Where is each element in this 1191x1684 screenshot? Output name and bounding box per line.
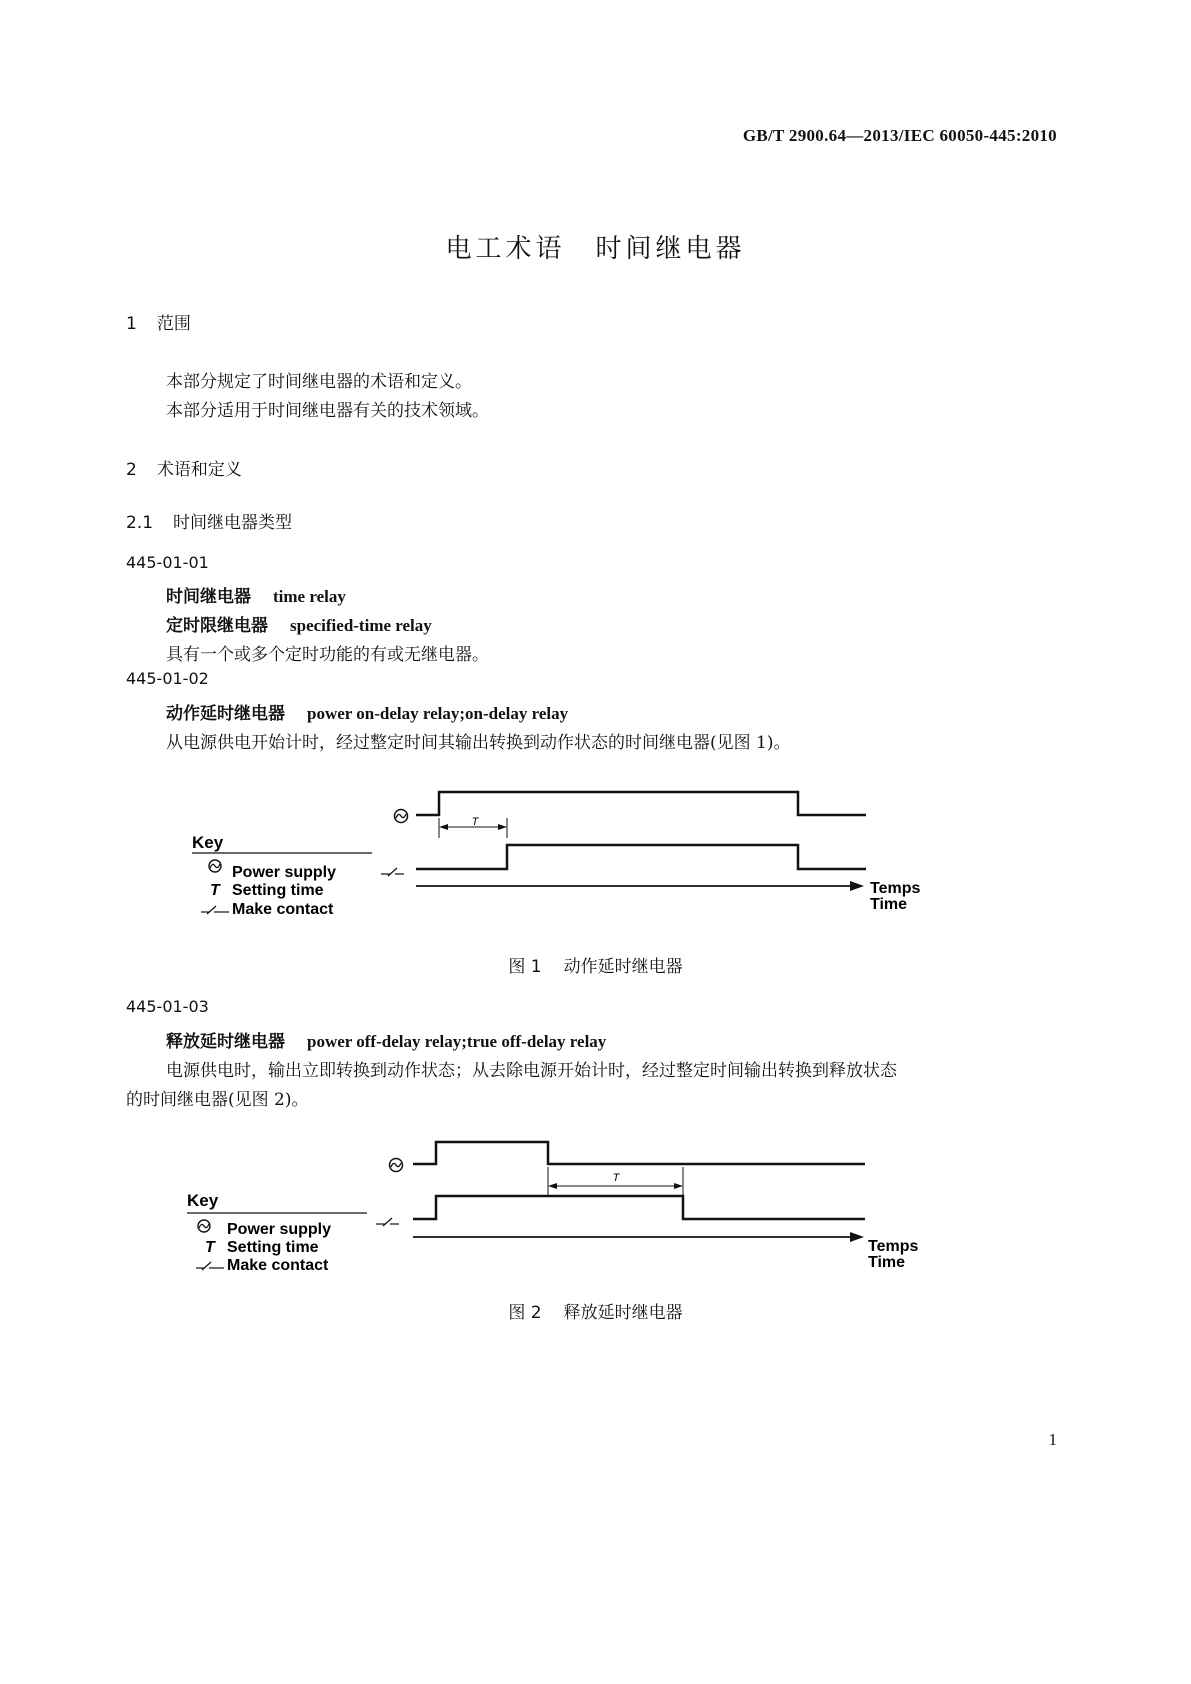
setting-time-label: T (471, 816, 479, 828)
key-setting-symbol: T (210, 882, 220, 899)
power-supply-icon (390, 1159, 403, 1172)
term-line (166, 1027, 606, 1052)
figure-2-timing-diagram (175, 1130, 919, 1280)
key-make-contact: Make contact (232, 901, 334, 918)
scope-paragraph: 本部分规定了时间继电器的术语和定义。 (166, 372, 472, 392)
key-title: Key (192, 833, 224, 852)
page-number: 1 (1048, 1430, 1057, 1449)
caption-text: 释放延时继电器 (563, 1303, 683, 1323)
scope-paragraph: 本部分适用于时间继电器有关的技术领域。 (166, 401, 489, 421)
term-cn: 释放延时继电器 (166, 1032, 285, 1052)
key-make-contact: Make contact (227, 1257, 329, 1274)
section-number: 2.1 (126, 513, 154, 533)
page-title: 电工术语 时间继电器 (445, 234, 746, 264)
figure-1-caption (0, 952, 1191, 977)
setting-time-label: T (612, 1172, 620, 1184)
axis-label-en: Time (870, 896, 908, 913)
definition: 从电源供电开始计时，经过整定时间其输出转换到动作状态的时间继电器(见图 1)。 (166, 733, 791, 753)
axis-label-fr: Temps (868, 1238, 919, 1255)
key-power-icon (198, 1220, 210, 1232)
definition: 的时间继电器(见图 2)。 (126, 1090, 309, 1110)
definition: 具有一个或多个定时功能的有或无继电器。 (166, 645, 489, 665)
figure-2-caption (0, 1298, 1191, 1323)
term-en: power off-delay relay;true off-delay relay (307, 1032, 607, 1051)
section-number: 2 (126, 460, 137, 480)
section-title: 术语和定义 (156, 460, 242, 480)
key-setting-time: Setting time (232, 882, 324, 899)
standard-code: GB/T 2900.64—2013/IEC 60050-445:2010 (742, 126, 1057, 145)
caption-text: 动作延时继电器 (563, 957, 683, 977)
key-contact-icon (201, 906, 229, 914)
axis-label-en: Time (868, 1254, 906, 1271)
caption-number: 图 2 (508, 1303, 542, 1323)
entry-code: 445-01-01 (126, 553, 209, 572)
section-title: 范围 (156, 314, 191, 334)
section-1-heading (126, 309, 191, 334)
axis-label-fr: Temps (870, 880, 921, 897)
key-contact-icon (196, 1262, 224, 1270)
key-power-supply: Power supply (227, 1221, 332, 1238)
entry-code: 445-01-02 (126, 669, 209, 688)
section-number: 1 (126, 314, 137, 334)
term-en: specified-time relay (290, 616, 432, 635)
term-cn: 定时限继电器 (166, 616, 268, 636)
key-power-supply: Power supply (232, 864, 337, 881)
section-2-heading (126, 455, 242, 480)
term-line (166, 699, 568, 724)
key-setting-time: Setting time (227, 1239, 319, 1256)
term-cn: 时间继电器 (166, 587, 251, 607)
key-power-icon (209, 860, 221, 872)
contact-waveform (416, 845, 866, 869)
term-line (166, 611, 432, 636)
term-en: time relay (273, 587, 346, 606)
power-supply-icon (395, 810, 408, 823)
caption-number: 图 1 (508, 957, 542, 977)
term-en: power on-delay relay;on-delay relay (307, 704, 569, 723)
section-2-1-heading (126, 508, 292, 533)
term-cn: 动作延时继电器 (166, 704, 285, 724)
section-title: 时间继电器类型 (173, 513, 293, 533)
figure-1-timing-diagram (180, 775, 921, 925)
definition: 电源供电时，输出立即转换到动作状态；从去除电源开始计时，经过整定时间输出转换到释放状态 (166, 1061, 897, 1081)
power-waveform (416, 792, 866, 815)
key-setting-symbol: T (205, 1239, 215, 1256)
term-line (166, 582, 346, 607)
key-title: Key (187, 1191, 219, 1210)
power-waveform (413, 1142, 865, 1164)
contact-waveform (413, 1196, 865, 1219)
make-contact-icon (376, 1218, 399, 1226)
entry-code: 445-01-03 (126, 997, 209, 1016)
make-contact-icon (381, 868, 404, 876)
